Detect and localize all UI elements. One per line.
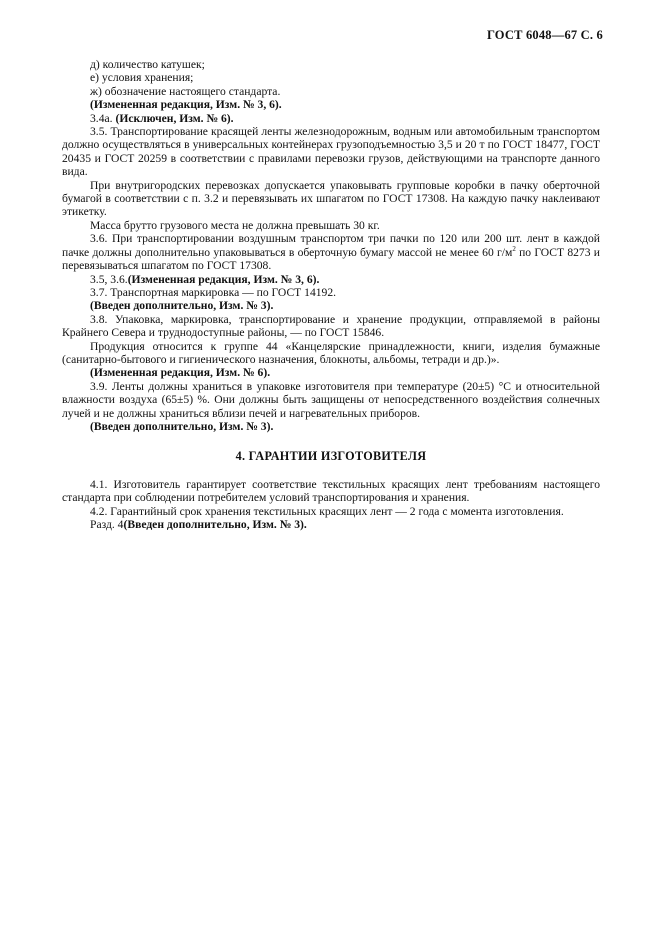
section-4-note — [62, 518, 600, 531]
amendment-note: (Введен дополнительно, Изм. № 3). — [90, 419, 274, 433]
clause-3-6 — [62, 232, 600, 272]
amendment-note: (Введен дополнительно, Изм. № 3). — [90, 299, 274, 313]
amendment-note: (Измененная редакция, Изм. № 6). — [90, 366, 271, 380]
clause-3-5: 3.5. Транспортирование красящей ленты железнодорожным, водным или автомобильным транспортом должно осуществляться в универсальных контейнерах грузоподъемностью 3,5 и 20 т по ГОСТ 18477, ГОСТ 20435 и ГОСТ 20259 в соответствии с правилами перевозки грузов, действующими на транспорте данного вида. — [62, 125, 600, 179]
page-header: ГОСТ 6048—67 С. 6 — [486, 28, 603, 42]
clause-number: 3.5, 3.6. — [90, 272, 128, 286]
clause-3-7: 3.7. Транспортная маркировка — по ГОСТ 14192. — [90, 285, 337, 299]
clause-text: по ГОСТ 8273 и перевязываться шпагатом по ГОСТ 17308. — [62, 245, 600, 273]
clause-3-5-mass: Масса брутто грузового места не должна превышать 30 кг. — [90, 218, 380, 232]
list-item-zh: ж) обозначение настоящего стандарта. — [90, 84, 281, 98]
clause-4-1: 4.1. Изготовитель гарантирует соответствие текстильных красящих лент требованиям настоящего стандарта при соблюдении потребителем условий транспортирования и хранения. — [62, 477, 600, 505]
list-item-e: е) условия хранения; — [90, 71, 194, 85]
clause-number: 3.4а. — [90, 111, 113, 125]
clause-3-8: 3.8. Упаковка, маркировка, транспортирование и хранение продукции, отправляемой в районы Крайнего Севера и труднодоступные районы, — по ГОСТ 15846. — [62, 312, 600, 340]
amendment-note: (Введен дополнительно, Изм. № 3). — [123, 518, 307, 531]
superscript: 2 — [512, 244, 516, 253]
clause-text: 3.6. При транспортировании воздушным транспортом три пачки по 120 или 200 шт. лент в каждой пачке должны дополнительно упаковываться в оберточную бумагу массой не менее 60 г/м — [62, 232, 600, 259]
clause-3-8-group: Продукция относится к группе 44 «Канцелярские принадлежности, книги, изделия бумажные (санитарно-бытового и гигиенического назначения, блокноты, альбомы, тетради и др.)». — [62, 339, 600, 366]
clause-3-5-urban: При внутригородских перевозках допускается упаковывать групповые коробки в пачку оберточной бумагой в соответствии с п. 3.2 и перевязывать их шпагатом по ГОСТ 17308. На каждую пачку наклеивают этикетку. — [62, 178, 600, 219]
amendment-note: (Измененная редакция, Изм. № 3, 6). — [90, 98, 282, 112]
amendment-note: (Исключен, Изм. № 6). — [115, 111, 234, 125]
document-body — [62, 58, 600, 531]
section-ref: Разд. 4 — [90, 518, 124, 531]
clause-3-5-3-6-note — [62, 273, 600, 286]
list-item-d: д) количество катушек; — [90, 58, 205, 71]
clause-3-4a — [62, 112, 600, 125]
clause-4-2: 4.2. Гарантийный срок хранения текстильных красящих лент — 2 года с момента изготовления. — [90, 504, 564, 518]
section-title: 4. ГАРАНТИИ ИЗГОТОВИТЕЛЯ — [235, 449, 427, 464]
amendment-note: (Измененная редакция, Изм. № 3, 6). — [127, 272, 320, 286]
clause-3-9: 3.9. Ленты должны храниться в упаковке изготовителя при температуре (20±5) °С и относительной влажности воздуха (65±5) %. Они должны быть защищены от непосредственного воздействия солнечных лучей и не должны храниться вблизи печей и нагревательных приборов. — [62, 379, 600, 420]
